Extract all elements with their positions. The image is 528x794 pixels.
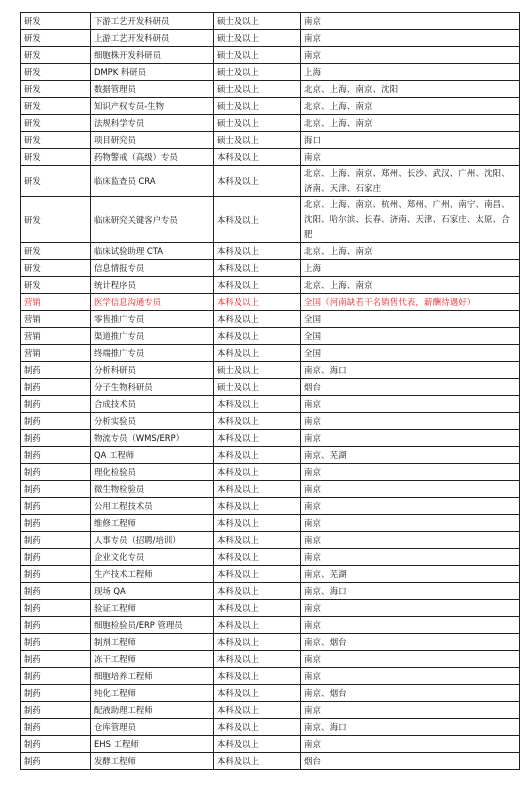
position-cell: 仓库管理员 bbox=[91, 719, 214, 736]
location-cell: 全国 bbox=[301, 345, 520, 362]
position-cell: 零售推广专员 bbox=[91, 311, 214, 328]
table-row bbox=[21, 260, 520, 277]
education-cell: 本科及以上 bbox=[214, 600, 301, 617]
education-cell: 本科及以上 bbox=[214, 328, 301, 345]
location-cell: 北京、上海、南京、郑州、长沙、武汉、广州、沈阳、济南、天津、石家庄 bbox=[301, 166, 520, 197]
table-row bbox=[21, 668, 520, 685]
table-row bbox=[21, 736, 520, 753]
table-row bbox=[21, 243, 520, 260]
location-cell: 南京、芜湖 bbox=[301, 566, 520, 583]
location-cell: 南京 bbox=[301, 413, 520, 430]
position-cell: 发酵工程师 bbox=[91, 753, 214, 770]
location-cell: 海口 bbox=[301, 132, 520, 149]
table-row bbox=[21, 30, 520, 47]
department-cell: 研发 bbox=[21, 64, 91, 81]
table-row bbox=[21, 81, 520, 98]
table-row bbox=[21, 328, 520, 345]
department-cell: 营销 bbox=[21, 328, 91, 345]
location-cell: 南京、烟台 bbox=[301, 685, 520, 702]
position-cell: 现场 QA bbox=[91, 583, 214, 600]
position-cell: 分析科研员 bbox=[91, 362, 214, 379]
department-cell: 制药 bbox=[21, 736, 91, 753]
department-cell: 制药 bbox=[21, 464, 91, 481]
education-cell: 本科及以上 bbox=[214, 166, 301, 197]
department-cell: 研发 bbox=[21, 98, 91, 115]
location-cell: 南京 bbox=[301, 13, 520, 30]
department-cell: 研发 bbox=[21, 132, 91, 149]
location-cell: 全国 bbox=[301, 328, 520, 345]
department-cell: 研发 bbox=[21, 13, 91, 30]
location-cell: 烟台 bbox=[301, 379, 520, 396]
table-row bbox=[21, 345, 520, 362]
table-row bbox=[21, 98, 520, 115]
position-cell: 项目研究员 bbox=[91, 132, 214, 149]
position-cell: 冻干工程师 bbox=[91, 651, 214, 668]
education-cell: 本科及以上 bbox=[214, 464, 301, 481]
table-row bbox=[21, 311, 520, 328]
table-row bbox=[21, 13, 520, 30]
department-cell: 制药 bbox=[21, 583, 91, 600]
location-cell: 南京 bbox=[301, 549, 520, 566]
education-cell: 硕士及以上 bbox=[214, 132, 301, 149]
position-cell: 临床监查员 CRA bbox=[91, 166, 214, 197]
position-cell: 人事专员（招聘/培训） bbox=[91, 532, 214, 549]
table-row bbox=[21, 464, 520, 481]
location-cell: 南京 bbox=[301, 515, 520, 532]
department-cell: 制药 bbox=[21, 396, 91, 413]
location-cell: 北京、上海、南京 bbox=[301, 243, 520, 260]
education-cell: 本科及以上 bbox=[214, 345, 301, 362]
table-row bbox=[21, 396, 520, 413]
education-cell: 本科及以上 bbox=[214, 566, 301, 583]
department-cell: 制药 bbox=[21, 481, 91, 498]
table-row bbox=[21, 64, 520, 81]
position-cell: 验证工程师 bbox=[91, 600, 214, 617]
education-cell: 硕士及以上 bbox=[214, 98, 301, 115]
department-cell: 制药 bbox=[21, 651, 91, 668]
education-cell: 本科及以上 bbox=[214, 668, 301, 685]
position-cell: 临床试验助理 CTA bbox=[91, 243, 214, 260]
position-cell: 下游工艺开发科研员 bbox=[91, 13, 214, 30]
table-row bbox=[21, 498, 520, 515]
department-cell: 研发 bbox=[21, 243, 91, 260]
location-cell: 南京 bbox=[301, 149, 520, 166]
location-cell: 南京、海口 bbox=[301, 583, 520, 600]
department-cell: 制药 bbox=[21, 430, 91, 447]
table-row bbox=[21, 132, 520, 149]
table-row bbox=[21, 115, 520, 132]
position-cell: 细胞株开发科研员 bbox=[91, 47, 214, 64]
location-cell: 南京、海口 bbox=[301, 719, 520, 736]
location-cell: 南京 bbox=[301, 651, 520, 668]
education-cell: 本科及以上 bbox=[214, 651, 301, 668]
location-cell: 南京、芜湖 bbox=[301, 447, 520, 464]
table-row bbox=[21, 379, 520, 396]
department-cell: 研发 bbox=[21, 149, 91, 166]
position-cell: 细胞培养工程师 bbox=[91, 668, 214, 685]
education-cell: 本科及以上 bbox=[214, 753, 301, 770]
location-cell: 北京、上海、南京、杭州、郑州、广州、南宁、南昌、沈阳、哈尔滨、长春、济南、天津、石家庄、太原、合肥 bbox=[301, 197, 520, 243]
department-cell: 制药 bbox=[21, 702, 91, 719]
location-cell: 南京 bbox=[301, 668, 520, 685]
table-row bbox=[21, 362, 520, 379]
location-cell: 南京 bbox=[301, 617, 520, 634]
table-row bbox=[21, 583, 520, 600]
location-cell: 全国 bbox=[301, 311, 520, 328]
education-cell: 本科及以上 bbox=[214, 532, 301, 549]
education-cell: 硕士及以上 bbox=[214, 115, 301, 132]
location-cell: 北京、上海、南京、沈阳 bbox=[301, 81, 520, 98]
education-cell: 本科及以上 bbox=[214, 413, 301, 430]
position-cell: 制剂工程师 bbox=[91, 634, 214, 651]
table-row bbox=[21, 532, 520, 549]
department-cell: 制药 bbox=[21, 685, 91, 702]
department-cell: 制药 bbox=[21, 549, 91, 566]
position-cell: 配液助理工程师 bbox=[91, 702, 214, 719]
education-cell: 硕士及以上 bbox=[214, 13, 301, 30]
location-cell: 南京 bbox=[301, 498, 520, 515]
education-cell: 硕士及以上 bbox=[214, 30, 301, 47]
table-row bbox=[21, 197, 520, 243]
education-cell: 本科及以上 bbox=[214, 447, 301, 464]
education-cell: 本科及以上 bbox=[214, 481, 301, 498]
position-cell: 数据管理员 bbox=[91, 81, 214, 98]
department-cell: 制药 bbox=[21, 634, 91, 651]
department-cell: 研发 bbox=[21, 166, 91, 197]
position-cell: 物流专员（WMS/ERP） bbox=[91, 430, 214, 447]
education-cell: 本科及以上 bbox=[214, 197, 301, 243]
department-cell: 营销 bbox=[21, 311, 91, 328]
table-row bbox=[21, 149, 520, 166]
location-cell: 南京 bbox=[301, 47, 520, 64]
department-cell: 制药 bbox=[21, 379, 91, 396]
table-row bbox=[21, 753, 520, 770]
table-row bbox=[21, 447, 520, 464]
department-cell: 研发 bbox=[21, 197, 91, 243]
table-row bbox=[21, 634, 520, 651]
table-row bbox=[21, 600, 520, 617]
department-cell: 制药 bbox=[21, 362, 91, 379]
education-cell: 硕士及以上 bbox=[214, 64, 301, 81]
position-cell: 合成技术员 bbox=[91, 396, 214, 413]
education-cell: 本科及以上 bbox=[214, 736, 301, 753]
position-cell: 法规科学专员 bbox=[91, 115, 214, 132]
table-row bbox=[21, 549, 520, 566]
education-cell: 本科及以上 bbox=[214, 396, 301, 413]
position-cell: 终端推广专员 bbox=[91, 345, 214, 362]
location-cell: 南京 bbox=[301, 396, 520, 413]
table-row bbox=[21, 277, 520, 294]
department-cell: 营销 bbox=[21, 345, 91, 362]
location-cell: 北京、上海、南京 bbox=[301, 98, 520, 115]
education-cell: 本科及以上 bbox=[214, 277, 301, 294]
location-cell: 北京、上海、南京 bbox=[301, 115, 520, 132]
department-cell: 制药 bbox=[21, 532, 91, 549]
table-row bbox=[21, 719, 520, 736]
position-cell: 临床研究关键客户专员 bbox=[91, 197, 214, 243]
table-row bbox=[21, 702, 520, 719]
table-row bbox=[21, 566, 520, 583]
table-row bbox=[21, 481, 520, 498]
education-cell: 本科及以上 bbox=[214, 430, 301, 447]
education-cell: 硕士及以上 bbox=[214, 379, 301, 396]
department-cell: 制药 bbox=[21, 753, 91, 770]
department-cell: 制药 bbox=[21, 668, 91, 685]
table-row bbox=[21, 515, 520, 532]
table-row bbox=[21, 294, 520, 311]
education-cell: 本科及以上 bbox=[214, 719, 301, 736]
education-cell: 本科及以上 bbox=[214, 617, 301, 634]
position-cell: 理化检验员 bbox=[91, 464, 214, 481]
position-cell: 上游工艺开发科研员 bbox=[91, 30, 214, 47]
department-cell: 制药 bbox=[21, 447, 91, 464]
location-cell: 上海 bbox=[301, 260, 520, 277]
location-cell: 烟台 bbox=[301, 753, 520, 770]
department-cell: 制药 bbox=[21, 498, 91, 515]
table-row bbox=[21, 617, 520, 634]
position-cell: 公用工程技术员 bbox=[91, 498, 214, 515]
position-cell: 微生物检验员 bbox=[91, 481, 214, 498]
location-cell: 南京 bbox=[301, 736, 520, 753]
position-cell: 医学信息沟通专员 bbox=[91, 294, 214, 311]
department-cell: 研发 bbox=[21, 115, 91, 132]
education-cell: 本科及以上 bbox=[214, 702, 301, 719]
department-cell: 制药 bbox=[21, 566, 91, 583]
position-cell: 分析实验员 bbox=[91, 413, 214, 430]
department-cell: 制药 bbox=[21, 617, 91, 634]
department-cell: 制药 bbox=[21, 719, 91, 736]
table-row bbox=[21, 685, 520, 702]
location-cell: 南京 bbox=[301, 481, 520, 498]
department-cell: 制药 bbox=[21, 600, 91, 617]
location-cell: 南京 bbox=[301, 464, 520, 481]
department-cell: 制药 bbox=[21, 413, 91, 430]
location-cell: 全国（河南缺若干名销售代表，薪酬待遇好） bbox=[301, 294, 520, 311]
education-cell: 本科及以上 bbox=[214, 634, 301, 651]
position-cell: 纯化工程师 bbox=[91, 685, 214, 702]
position-cell: QA 工程师 bbox=[91, 447, 214, 464]
education-cell: 本科及以上 bbox=[214, 260, 301, 277]
position-cell: 生产技术工程师 bbox=[91, 566, 214, 583]
education-cell: 本科及以上 bbox=[214, 515, 301, 532]
table-row bbox=[21, 166, 520, 197]
education-cell: 本科及以上 bbox=[214, 549, 301, 566]
location-cell: 北京、上海、南京 bbox=[301, 277, 520, 294]
position-cell: 分子生物科研员 bbox=[91, 379, 214, 396]
position-cell: 企业文化专员 bbox=[91, 549, 214, 566]
table-row bbox=[21, 430, 520, 447]
location-cell: 南京 bbox=[301, 30, 520, 47]
position-cell: 细胞检验员/ERP 管理员 bbox=[91, 617, 214, 634]
table-row bbox=[21, 47, 520, 64]
education-cell: 本科及以上 bbox=[214, 243, 301, 260]
location-cell: 南京 bbox=[301, 702, 520, 719]
department-cell: 研发 bbox=[21, 260, 91, 277]
department-cell: 制药 bbox=[21, 515, 91, 532]
location-cell: 南京、海口 bbox=[301, 362, 520, 379]
education-cell: 本科及以上 bbox=[214, 149, 301, 166]
education-cell: 本科及以上 bbox=[214, 498, 301, 515]
job-table-body bbox=[21, 13, 520, 770]
department-cell: 研发 bbox=[21, 81, 91, 98]
location-cell: 上海 bbox=[301, 64, 520, 81]
education-cell: 硕士及以上 bbox=[214, 81, 301, 98]
department-cell: 研发 bbox=[21, 30, 91, 47]
position-cell: 维修工程师 bbox=[91, 515, 214, 532]
education-cell: 本科及以上 bbox=[214, 311, 301, 328]
table-row bbox=[21, 413, 520, 430]
position-cell: 信息情报专员 bbox=[91, 260, 214, 277]
position-cell: 知识产权专员-生物 bbox=[91, 98, 214, 115]
department-cell: 研发 bbox=[21, 277, 91, 294]
location-cell: 南京 bbox=[301, 532, 520, 549]
location-cell: 南京、烟台 bbox=[301, 634, 520, 651]
table-row bbox=[21, 651, 520, 668]
position-cell: 统计程序员 bbox=[91, 277, 214, 294]
position-cell: 渠道推广专员 bbox=[91, 328, 214, 345]
job-listing-table bbox=[20, 12, 520, 770]
education-cell: 本科及以上 bbox=[214, 685, 301, 702]
position-cell: EHS 工程师 bbox=[91, 736, 214, 753]
department-cell: 研发 bbox=[21, 47, 91, 64]
education-cell: 硕士及以上 bbox=[214, 362, 301, 379]
education-cell: 本科及以上 bbox=[214, 583, 301, 600]
position-cell: 药物警戒（高级）专员 bbox=[91, 149, 214, 166]
department-cell: 营销 bbox=[21, 294, 91, 311]
education-cell: 本科及以上 bbox=[214, 294, 301, 311]
location-cell: 南京 bbox=[301, 430, 520, 447]
position-cell: DMPK 科研员 bbox=[91, 64, 214, 81]
education-cell: 硕士及以上 bbox=[214, 47, 301, 64]
location-cell: 南京 bbox=[301, 600, 520, 617]
